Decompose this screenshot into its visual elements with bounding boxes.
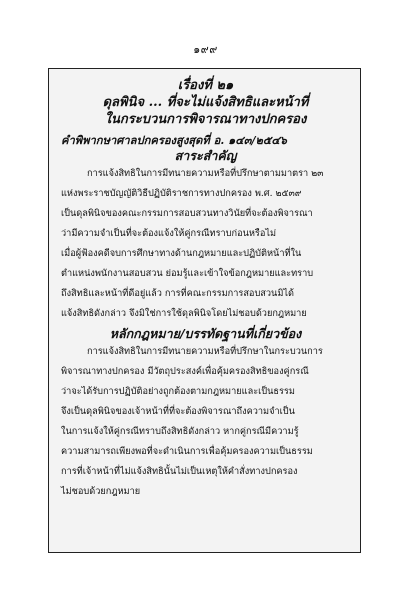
story-title-line-1: ดุลพินิจ ... ที่จะไม่แจ้งสิทธิและหน้าที่ bbox=[102, 95, 309, 110]
summary-line: แจ้งสิทธิดังกล่าว จึงมิใช่การใช้ดุลพินิจโดยไม่ชอบด้วยกฎหมาย bbox=[61, 308, 307, 319]
summary-line: ว่ามีความจำเป็นที่จะต้องแจ้งให้คู่กรณีทราบก่อนหรือไม่ bbox=[61, 228, 277, 239]
summary-line: เป็นดุลพินิจของคณะกรรมการสอบสวนทางวินัยที่จะต้องพิจารณา bbox=[61, 208, 313, 219]
story-title bbox=[61, 77, 350, 128]
page-number: ๑๙๙ bbox=[193, 43, 218, 56]
principle-line: ความสามารถเพียงพอที่จะดำเนินการเพื่อคุ้มครองความเป็นธรรม bbox=[61, 446, 313, 457]
section-heading-summary: สาระสำคัญ bbox=[174, 148, 237, 163]
principle-line: ว่าจะได้รับการปฏิบัติอย่างถูกต้องตามกฎหมายและเป็นธรรม bbox=[61, 386, 295, 397]
summary-line: การแจ้งสิทธิในการมีทนายความหรือที่ปรึกษาตามมาตรา ๒๓ bbox=[87, 168, 324, 179]
story-title-line-2: ในกระบวนการพิจารณาทางปกครอง bbox=[104, 112, 307, 127]
story-number: เรื่องที่ ๒๑ bbox=[177, 78, 234, 93]
summary-line: แห่งพระราชบัญญัติวิธีปฏิบัติราชการทางปกครอง พ.ศ. ๒๕๓๙ bbox=[61, 188, 302, 199]
legal-principle-paragraph bbox=[61, 342, 350, 502]
content-box bbox=[48, 68, 361, 553]
principle-line: พิจารณาทางปกครอง มีวัตถุประสงค์เพื่อคุ้มครองสิทธิของคู่กรณี bbox=[61, 366, 309, 377]
principle-line: ไม่ชอบด้วยกฎหมาย bbox=[61, 486, 141, 497]
principle-line: การแจ้งสิทธิในการมีทนายความหรือที่ปรึกษาในกระบวนการ bbox=[87, 346, 323, 357]
summary-line: เมื่อผู้ฟ้องคดีจบการศึกษาทางด้านกฎหมายและปฏิบัติหน้าที่ใน bbox=[61, 248, 302, 259]
summary-line: ตำแหน่งพนักงานสอบสวน ย่อมรู้และเข้าใจข้อกฎหมายและทราบ bbox=[61, 268, 314, 279]
principle-line: ในการแจ้งให้คู่กรณีทราบถึงสิทธิดังกล่าว หากคู่กรณีมีความรู้ bbox=[61, 426, 299, 437]
case-reference: คำพิพากษาศาลปกครองสูงสุดที่ อ. ๑๔๓/๒๕๔๖ bbox=[61, 133, 287, 147]
principle-line: การที่เจ้าหน้าที่ไม่แจ้งสิทธินั้นไม่เป็นเหตุให้คำสั่งทางปกครอง bbox=[61, 466, 298, 477]
summary-line: ถึงสิทธิและหน้าที่ดีอยู่แล้ว การที่คณะกรรมการสอบสวนมิได้ bbox=[61, 288, 294, 299]
principle-line: จึงเป็นดุลพินิจของเจ้าหน้าที่ที่จะต้องพิจารณาถึงความจำเป็น bbox=[61, 406, 295, 417]
section-heading-legal-principle: หลักกฎหมาย/บรรทัดฐานที่เกี่ยวข้อง bbox=[109, 326, 302, 341]
summary-paragraph bbox=[61, 164, 350, 324]
